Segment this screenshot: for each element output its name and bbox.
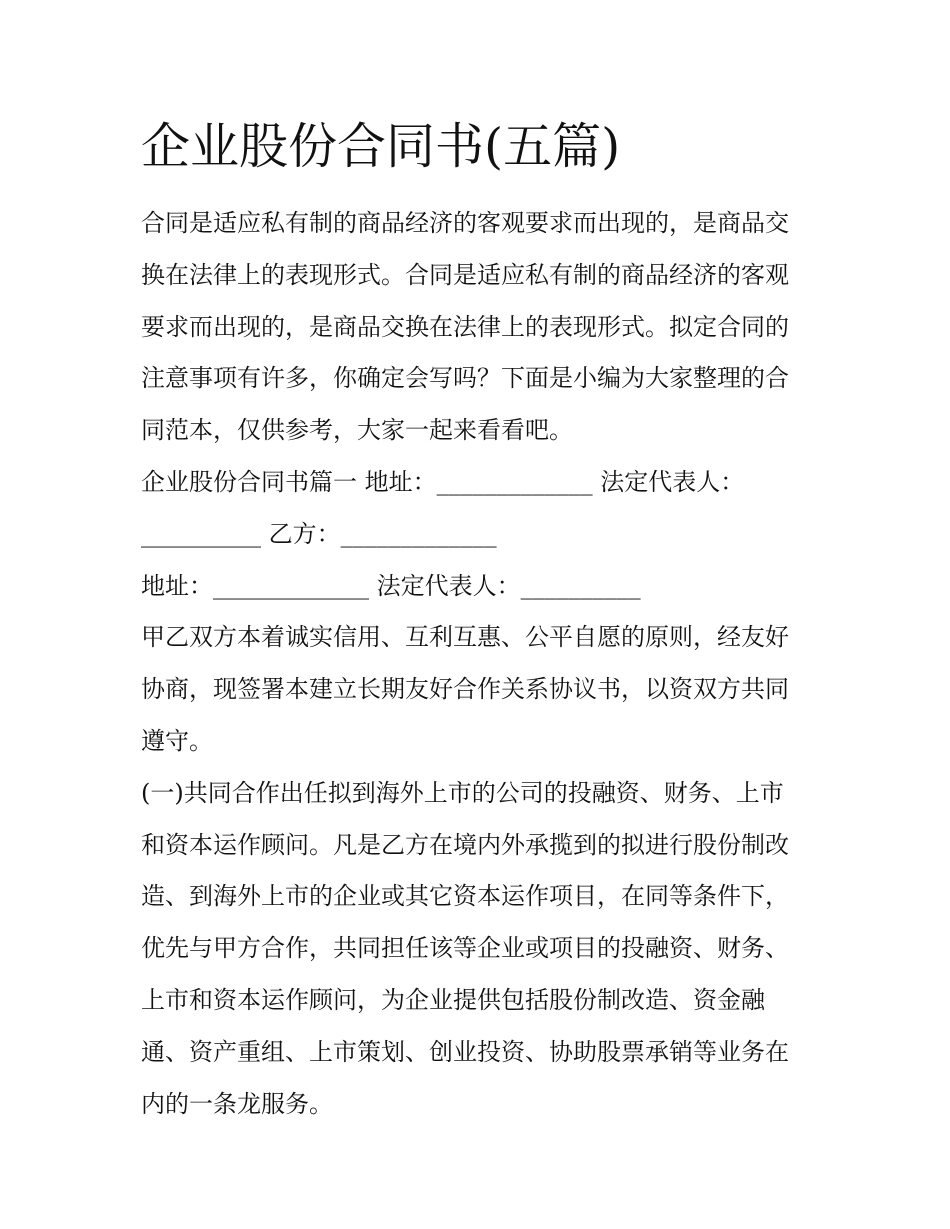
party-b-address-line: 地址：_____________ 法定代表人：__________ (141, 571, 641, 600)
clause-1-line-3: 造、到海外上市的企业或其它资本运作项目，在同等条件下， (141, 882, 789, 911)
clause-1-line-7: 内的一条龙服务。 (141, 1089, 333, 1118)
intro-line-4: 注意事项有许多，你确定会写吗？下面是小编为大家整理的合 (141, 364, 789, 393)
intro-line-5: 同范本，仅供参考，大家一起来看看吧。 (141, 416, 573, 445)
document-body (141, 198, 821, 1130)
document-title: 企业股份合同书(五篇) (141, 118, 621, 175)
agreement-line-2: 协商，现签署本建立长期友好合作关系协议书，以资双方共同 (141, 675, 789, 704)
agreement-line-3: 遵守。 (141, 726, 213, 755)
party-a-info-line: 企业股份合同书篇一 地址：_____________ 法定代表人： (141, 467, 745, 496)
intro-line-1: 合同是适应私有制的商品经济的客观要求而出现的，是商品交 (141, 209, 789, 237)
intro-line-3: 要求而出现的，是商品交换在法律上的表现形式。拟定合同的 (141, 312, 789, 341)
clause-1-line-2: 和资本运作顾问。凡是乙方在境内外承揽到的拟进行股份制改 (141, 830, 789, 859)
clause-1-line-4: 优先与甲方合作，共同担任该等企业或项目的投融资、财务、 (141, 934, 789, 963)
intro-line-2: 换在法律上的表现形式。合同是适应私有制的商品经济的客观 (141, 260, 789, 289)
clause-1-line-5: 上市和资本运作顾问，为企业提供包括股份制改造、资金融 (141, 985, 765, 1014)
agreement-line-1: 甲乙双方本着诚实信用、互利互惠、公平自愿的原则，经友好 (141, 623, 789, 652)
party-b-line: __________ 乙方：_____________ (141, 519, 497, 548)
clause-1-line-6: 通、资产重组、上市策划、创业投资、协助股票承销等业务在 (141, 1037, 789, 1066)
clause-1-line-1: (一)共同合作出任拟到海外上市的公司的投融资、财务、上市 (141, 778, 784, 807)
